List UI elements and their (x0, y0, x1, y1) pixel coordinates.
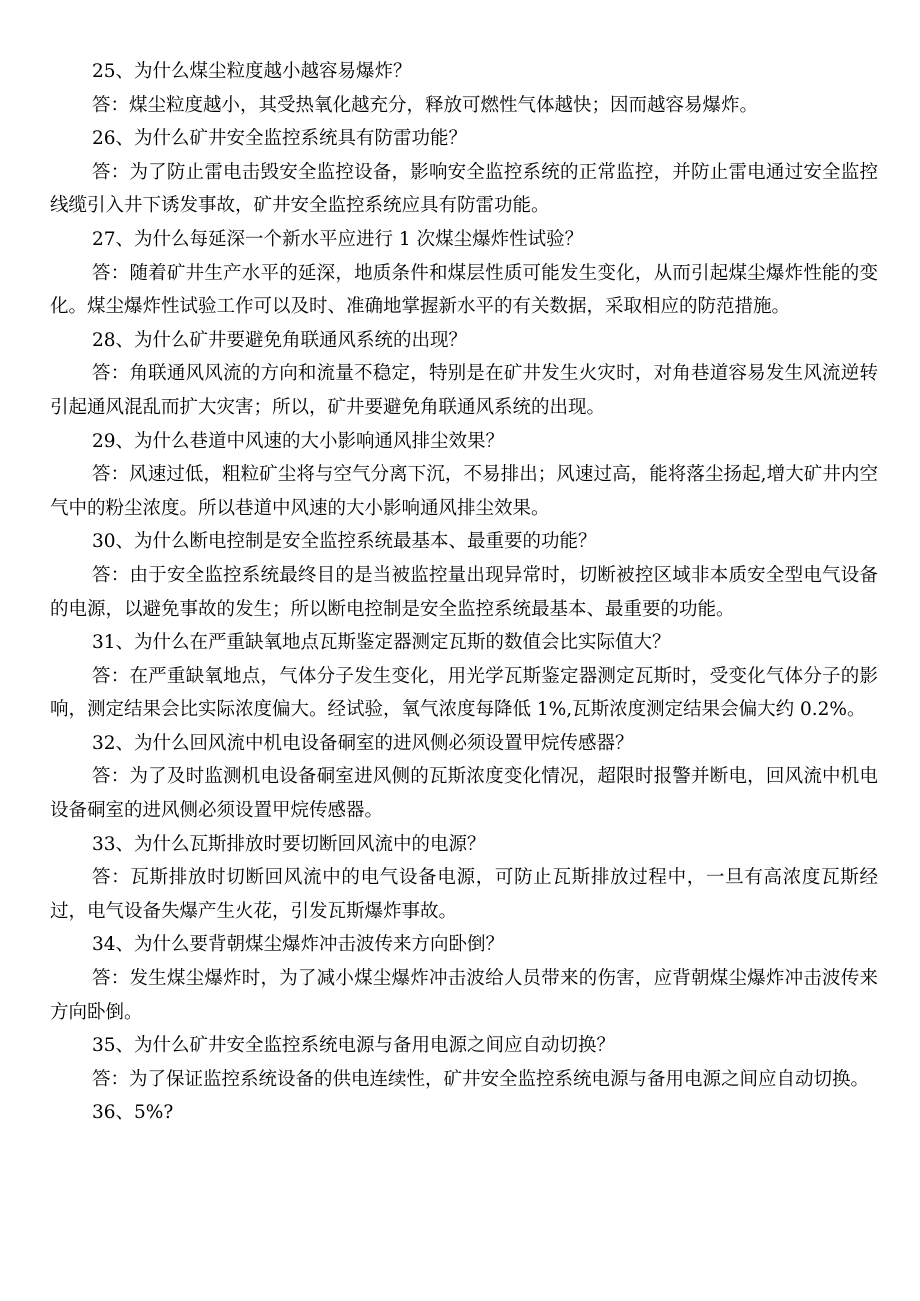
answer-26: 答：为了防止雷电击毁安全监控设备，影响安全监控系统的正常监控，并防止雷电通过安全监控线缆引入井下诱发事故，矿井安全监控系统应具有防雷功能。 (50, 161, 878, 217)
question-32: 32、为什么回风流中机电设备硐室的进风侧必须设置甲烷传感器？ (92, 732, 634, 754)
question-31: 31、为什么在严重缺氧地点瓦斯鉴定器测定瓦斯的数值会比实际值大？ (92, 632, 671, 654)
question-30: 30、为什么断电控制是安全监控系统最基本、最重要的功能？ (92, 531, 597, 553)
question-25: 25、为什么煤尘粒度越小越容易爆炸？ (92, 61, 412, 82)
answer-28: 答：角联通风风流的方向和流量不稳定，特别是在矿井发生火灾时，对角巷道容易发生风流逆转引起通风混乱而扩大灾害；所以，矿井要避免角联通风系统的出现。 (50, 363, 878, 418)
question-35: 35、为什么矿井安全监控系统电源与备用电源之间应自动切换？ (92, 1035, 616, 1057)
answer-34: 答：发生煤尘爆炸时，为了减小煤尘爆炸冲击波给人员带来的伤害，应背朝煤尘爆炸冲击波传来方向卧倒。 (50, 968, 878, 1023)
question-28: 28、为什么矿井要避免角联通风系统的出现？ (92, 329, 468, 351)
answer-30: 答：由于安全监控系统最终目的是当被监控量出现异常时，切断被控区域非本质安全型电气设备的电源，以避免事故的发生；所以断电控制是安全监控系统最基本、最重要的功能。 (50, 564, 878, 620)
answer-25: 答：煤尘粒度越小，其受热氧化越充分，释放可燃性气体越快；因而越容易爆炸。 (92, 94, 759, 116)
answer-32: 答：为了及时监测机电设备硐室进风侧的瓦斯浓度变化情况，超限时报警并断电，回风流中机电设备硐室的进风侧必须设置甲烷传感器。 (50, 766, 878, 822)
question-27: 27、为什么每延深一个新水平应进行 1 次煤尘爆炸性试验？ (92, 228, 584, 250)
question-36: 36、5%? (92, 1102, 174, 1124)
question-33: 33、为什么瓦斯排放时要切断回风流中的电源？ (92, 833, 486, 855)
answer-35: 答：为了保证监控系统设备的供电连续性，矿井安全监控系统电源与备用电源之间应自动切换。 (92, 1068, 870, 1090)
question-26: 26、为什么矿井安全监控系统具有防雷功能？ (92, 128, 468, 150)
question-34: 34、为什么要背朝煤尘爆炸冲击波传来方向卧倒？ (92, 934, 505, 956)
answer-27: 答：随着矿井生产水平的延深，地质条件和煤层性质可能发生变化，从而引起煤尘爆炸性能的变化。煤尘爆炸性试验工作可以及时、准确地掌握新水平的有关数据，采取相应的防范措施。 (50, 262, 878, 318)
document-page (50, 55, 878, 1130)
answer-33: 答：瓦斯排放时切断回风流中的电气设备电源，可防止瓦斯排放过程中，一旦有高浓度瓦斯经过，电气设备失爆产生火花，引发瓦斯爆炸事故。 (50, 867, 878, 922)
answer-29: 答：风速过低，粗粒矿尘将与空气分离下沉，不易排出；风速过高，能将落尘扬起,增大矿井内空气中的粉尘浓度。所以巷道中风速的大小影响通风排尘效果。 (50, 464, 878, 519)
question-29: 29、为什么巷道中风速的大小影响通风排尘效果？ (92, 430, 505, 452)
answer-31: 答：在严重缺氧地点，气体分子发生变化，用光学瓦斯鉴定器测定瓦斯时，受变化气体分子的影响，测定结果会比实际浓度偏大。经试验，氧气浓度每降低 1%,瓦斯浓度测定结果会偏大约 0.2%。 (50, 665, 878, 721)
